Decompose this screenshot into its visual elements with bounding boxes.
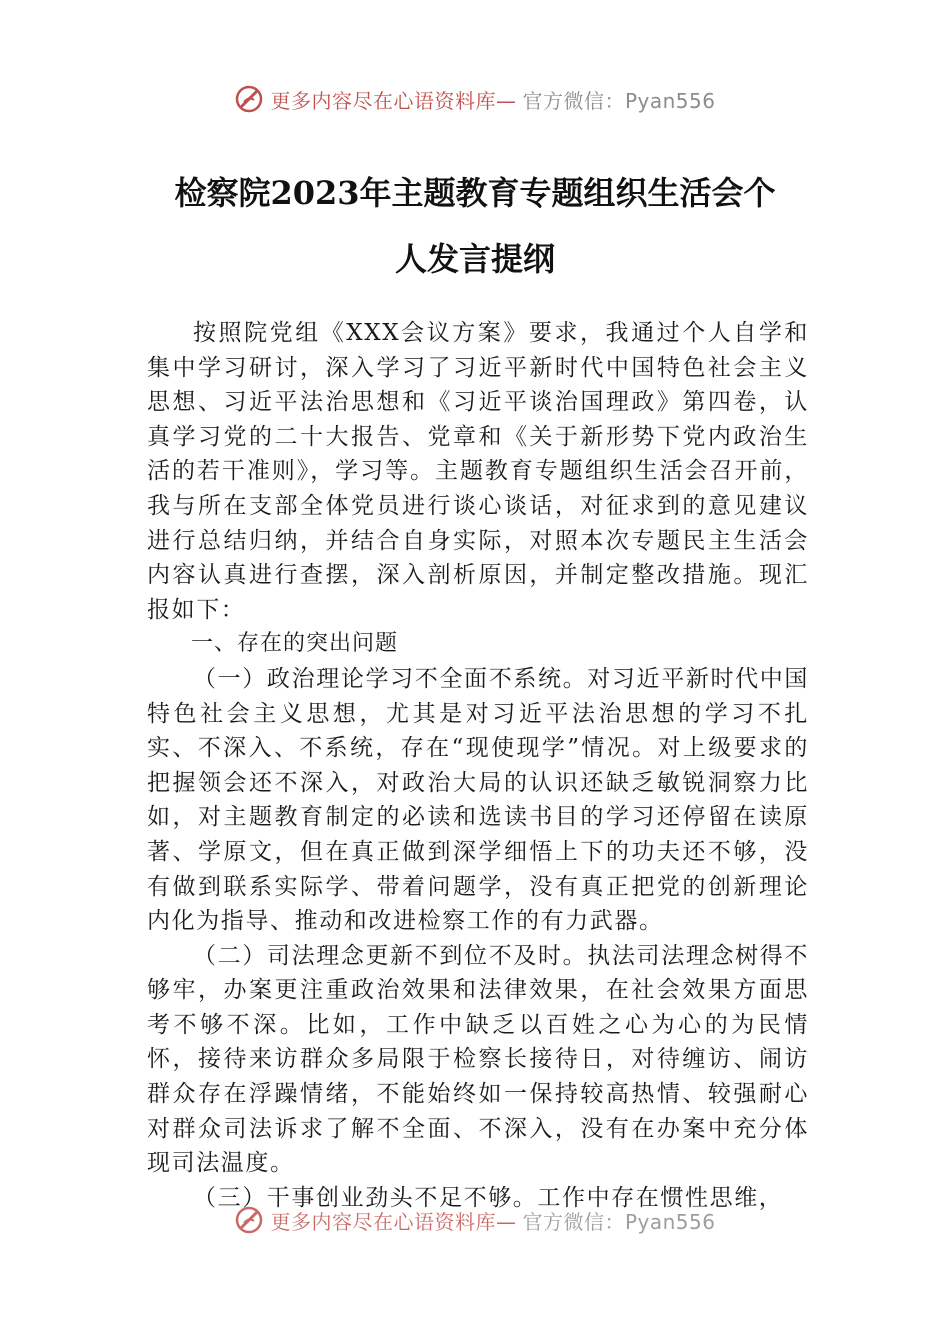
brush-logo-icon — [234, 84, 264, 114]
item-2-body: 执法司法理念树得不够牢，办案更注重政治效果和法律效果，在社会效果方面思考不够不深。比如，工作中缺乏以百姓之心为心的为民情怀，接待来访群众多局限于检察长接待日，对待缠访、闹访群众存在浮躁情绪，不能始终如一保持较高热情、较强耐心对群众司法诉求了解不全面、不深入，没有在办案中充分体现司法温度。 — [147, 942, 809, 1177]
watermark-wechat: 官方微信：Pyan556 — [522, 1209, 716, 1234]
watermark-banner-top — [0, 84, 950, 114]
brush-logo-icon — [234, 1205, 264, 1235]
item-2-paragraph — [147, 939, 809, 1181]
item-1-paragraph — [147, 662, 809, 939]
document-body — [147, 316, 809, 1215]
item-3-body: 工作中存在惯性思维， — [537, 1184, 784, 1211]
intro-paragraph: 按照院党组《XXX会议方案》要求，我通过个人自学和集中学习研讨，深入学习了习近平新时代中国特色社会主义思想、习近平法治思想和《习近平谈治国理政》第四卷，认真学习党的二十大报告、党章和《关于新形势下党内政治生活的若干准则》，学习等。主题教育专题组织生活会召开前，我与所在支部全体党员进行谈心谈话，对征求到的意见建议进行总结归纳，并结合自身实际，对照本次专题民主生活会内容认真进行查摆，深入剖析原因，并制定整改措施。现汇报如下： — [147, 320, 809, 623]
watermark-banner-bottom — [0, 1205, 950, 1235]
document-title — [120, 160, 830, 292]
watermark-wechat: 官方微信：Pyan556 — [522, 88, 716, 113]
item-1-body: 对习近平新时代中国特色社会主义思想，尤其是对习近平法治思想的学习不扎实、不深入、不系统，存在“现使现学”情况。对上级要求的把握领会还不深入，对政治大局的认识还缺乏敏锐洞察力比如，对主题教育制定的必读和选读书目的学习还停留在读原著、学原文，但在真正做到深学细悟上下的功夫还不够，没有做到联系实际学、带着问题学，没有真正把党的创新理论内化为指导、推动和改进检察工作的有力武器。 — [147, 665, 809, 935]
title-line-1: 检察院2023年主题教育专题组织生活会个 — [174, 174, 776, 212]
watermark-text: 更多内容尽在心语资料库— — [270, 88, 517, 113]
section-heading-1: 一、存在的突出问题 — [191, 631, 399, 657]
item-1-heading: （一）政治理论学习不全面不系统。 — [193, 665, 588, 692]
item-2-heading: （二）司法理念更新不到位不及时。 — [193, 942, 588, 969]
item-3-heading: （三）干事创业劲头不足不够。 — [193, 1184, 538, 1211]
title-line-2: 人发言提纲 — [394, 240, 555, 278]
watermark-text: 更多内容尽在心语资料库— — [270, 1209, 517, 1234]
